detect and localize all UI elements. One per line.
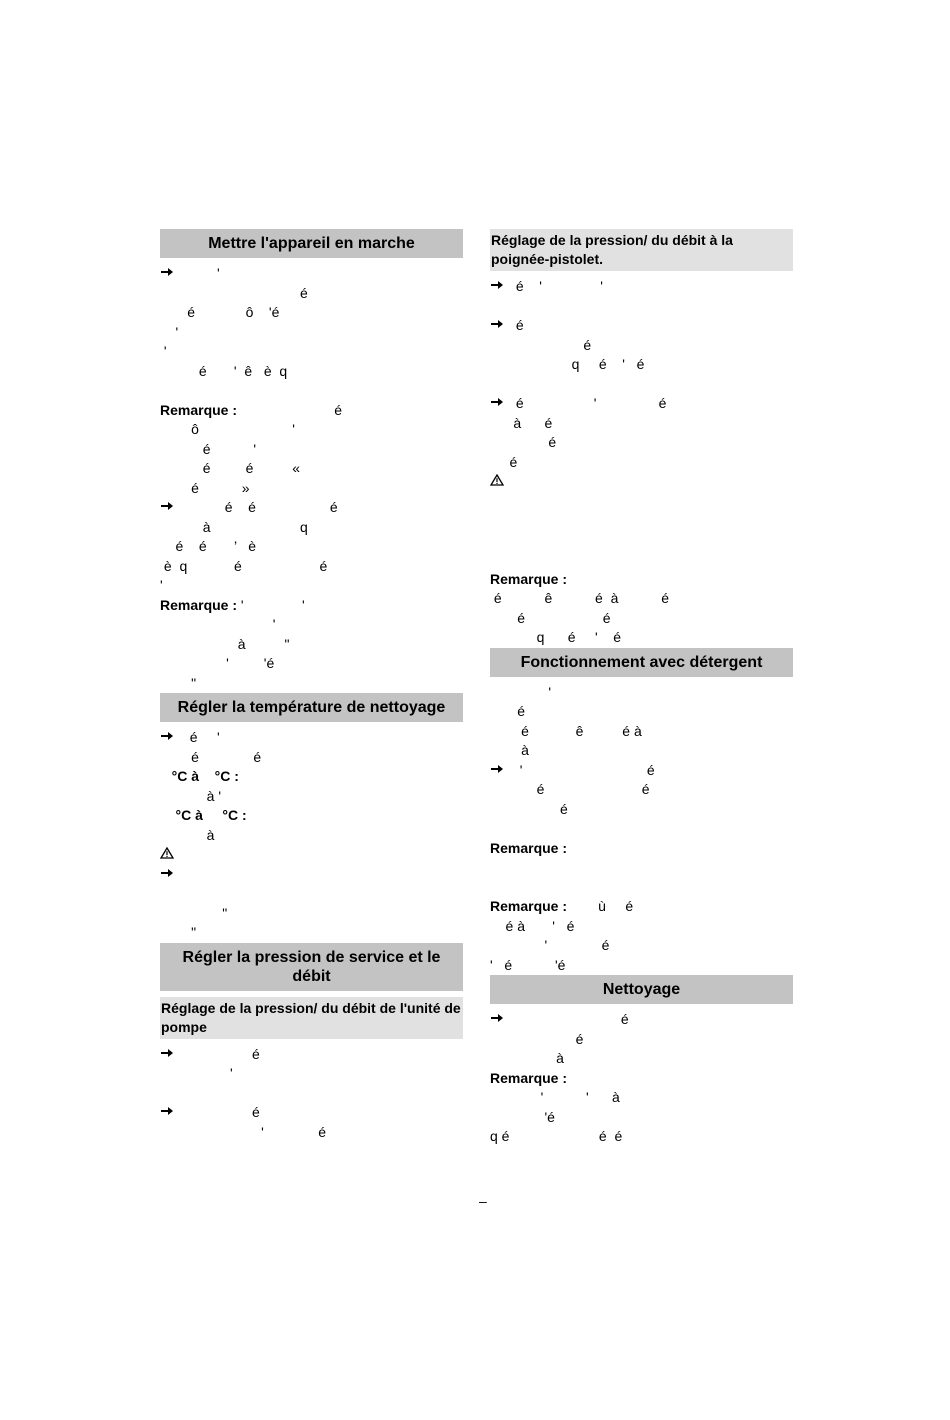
text-fragment: ": [245, 635, 290, 652]
text-line: [160, 635, 463, 655]
text-fragment: q é: [490, 1128, 510, 1144]
text-line: [490, 897, 793, 917]
text-fragment: ': [160, 343, 167, 359]
text-fragment: ù: [567, 898, 606, 914]
text-line: [490, 936, 793, 956]
text-fragment: é: [597, 629, 622, 645]
remark-label: Remarque :: [490, 839, 568, 856]
blank-line: [490, 819, 793, 839]
blank-line: [490, 492, 793, 512]
text-line: [160, 576, 463, 596]
text-fragment: é: [232, 499, 256, 515]
text-line: [490, 414, 793, 434]
section-heading: Fonctionnement avec détergent: [490, 648, 793, 677]
text-line: [160, 615, 463, 635]
text-line: [160, 303, 463, 323]
text-fragment: ': [541, 278, 603, 294]
text-fragment: à: [160, 635, 246, 652]
text-fragment: ': [606, 356, 625, 372]
text-line: [160, 904, 463, 924]
remark-label: Remarque :: [160, 596, 238, 613]
text-fragment: q: [490, 356, 580, 372]
text-fragment: ': [523, 395, 597, 411]
text-line: [160, 459, 463, 479]
blank-line: [490, 550, 793, 570]
text-fragment: é: [509, 1128, 607, 1144]
text-fragment: ': [197, 729, 220, 745]
arrow-right-icon: [160, 728, 182, 748]
text-fragment: é: [512, 317, 524, 333]
text-fragment: à: [160, 826, 215, 843]
text-fragment: ô: [160, 421, 199, 437]
text-line: [490, 628, 793, 648]
text-line: [490, 433, 793, 453]
remark-label: °C à: [160, 768, 200, 784]
remark-label: Remarque :: [490, 570, 568, 587]
arrow-right-icon: [160, 264, 182, 284]
blank-line: [490, 878, 793, 898]
text-fragment: 'é: [490, 1108, 555, 1125]
text-line: [490, 683, 793, 703]
text-fragment: ': [160, 616, 276, 632]
text-line: [490, 761, 793, 781]
text-line: [490, 316, 793, 336]
text-line: [490, 355, 793, 375]
text-line: [490, 839, 793, 859]
text-line: [160, 923, 463, 943]
text-fragment: ô: [195, 304, 254, 320]
remark-label: °C à: [160, 807, 203, 823]
text-line: [160, 479, 463, 499]
text-line: [490, 1010, 793, 1030]
text-line: [490, 570, 793, 590]
text-line: [160, 728, 463, 748]
text-fragment: à: [602, 590, 619, 606]
text-line: [160, 440, 463, 460]
remark-label: °C :: [202, 807, 247, 823]
text-line: [490, 780, 793, 800]
text-line: [160, 537, 463, 557]
blank-line: [160, 884, 463, 904]
text-line: [160, 1045, 463, 1065]
text-fragment: è: [236, 538, 257, 554]
text-line: [490, 1127, 793, 1147]
subsection-heading: Réglage de la pression/ du débit à la poignée-pistolet.: [490, 229, 793, 271]
text-fragment: é: [490, 800, 568, 817]
text-line: [490, 609, 793, 629]
text-line: [160, 264, 463, 284]
section-heading: Mettre l'appareil en marche: [160, 229, 463, 258]
text-fragment: é: [596, 395, 667, 411]
text-fragment: é: [512, 278, 524, 294]
text-fragment: é: [490, 722, 529, 739]
arrow-right-icon: [160, 1103, 182, 1123]
section-heading: Régler la pression de service et le débit: [160, 943, 463, 991]
text-fragment: ': [160, 577, 163, 593]
text-fragment: é: [624, 356, 645, 372]
text-fragment: é: [547, 937, 610, 953]
text-line: [490, 800, 793, 820]
text-fragment: ': [237, 596, 244, 613]
text-fragment: é: [490, 703, 526, 719]
text-line: [490, 741, 793, 761]
text-fragment: ': [490, 956, 493, 973]
right-column: [490, 229, 793, 1147]
text-fragment: é: [160, 362, 207, 379]
text-fragment: à: [490, 414, 522, 431]
text-fragment: ’: [206, 538, 237, 554]
text-fragment: é: [198, 748, 262, 765]
text-line: [160, 1064, 463, 1084]
text-line: [490, 336, 793, 356]
text-fragment: é: [605, 898, 634, 914]
text-fragment: é: [160, 440, 211, 457]
text-fragment: 'é: [228, 655, 275, 671]
text-line: [160, 787, 463, 807]
text-fragment: é: [160, 479, 199, 496]
text-fragment: é: [490, 336, 592, 353]
text-fragment: q: [210, 518, 308, 535]
section-heading: Régler la température de nettoyage: [160, 693, 463, 722]
text-line: [490, 1108, 793, 1128]
text-fragment: ': [210, 440, 257, 457]
text-fragment: é: [490, 590, 502, 606]
text-fragment: é: [554, 917, 575, 934]
text-line: [160, 767, 463, 787]
arrow-right-icon: [490, 277, 512, 297]
arrow-right-icon: [160, 1045, 182, 1065]
text-fragment: é à: [490, 917, 526, 934]
text-fragment: ê: [501, 590, 553, 606]
warning-icon: [490, 472, 512, 492]
text-line: [490, 702, 793, 722]
arrow-right-icon: [490, 394, 512, 414]
text-fragment: q: [490, 629, 545, 645]
text-fragment: à ': [160, 787, 222, 804]
text-fragment: é: [160, 284, 308, 301]
text-line: [490, 394, 793, 414]
remark-label: Remarque :: [490, 1069, 568, 1086]
text-fragment: ': [160, 1123, 264, 1140]
text-fragment: é: [618, 590, 669, 606]
text-fragment: é: [522, 761, 655, 778]
text-line: [160, 518, 463, 538]
text-fragment: é: [512, 395, 524, 411]
text-line: [160, 557, 463, 577]
text-fragment: ê: [528, 722, 584, 739]
text-fragment: ': [490, 937, 548, 953]
text-fragment: é: [490, 453, 518, 470]
blank-line: [490, 531, 793, 551]
text-fragment: é: [237, 401, 343, 418]
left-column: [160, 229, 463, 1142]
text-fragment: ': [490, 683, 552, 700]
blank-line: [490, 858, 793, 878]
text-fragment: é: [182, 1104, 260, 1120]
text-line: [490, 277, 793, 297]
blank-line: [490, 297, 793, 317]
text-line: [490, 1030, 793, 1050]
text-line: [160, 420, 463, 440]
text-fragment: é: [544, 629, 576, 645]
text-fragment: é: [182, 729, 198, 745]
remark-label: Remarque :: [160, 401, 238, 418]
text-fragment: »: [198, 479, 250, 496]
text-line: [160, 342, 463, 362]
text-fragment: é: [525, 609, 611, 626]
text-fragment: é: [521, 414, 553, 431]
text-fragment: è: [160, 557, 172, 574]
text-fragment: ": [160, 904, 228, 921]
text-fragment: é: [182, 1045, 260, 1062]
text-line: [490, 1088, 793, 1108]
text-fragment: à: [490, 742, 529, 758]
text-fragment: é: [552, 590, 603, 606]
text-fragment: à: [588, 1089, 620, 1105]
text-line: [160, 654, 463, 674]
text-fragment: 'é: [253, 304, 280, 320]
text-fragment: é: [579, 356, 607, 372]
text-fragment: ': [543, 1089, 589, 1105]
remark-label: Remarque :: [490, 898, 568, 914]
text-fragment: é: [544, 781, 650, 797]
blank-line: [160, 381, 463, 401]
text-line: [160, 323, 463, 343]
blank-line: [490, 375, 793, 395]
text-fragment: ": [160, 674, 197, 691]
text-fragment: ': [525, 917, 555, 934]
arrow-right-icon: [160, 498, 182, 518]
text-fragment: à: [160, 518, 211, 535]
text-fragment: ': [490, 1089, 544, 1105]
text-line: [160, 826, 463, 846]
text-line: [160, 845, 463, 865]
text-fragment: ': [575, 629, 598, 645]
text-fragment: q: [171, 557, 188, 574]
text-fragment: é à: [583, 722, 642, 739]
arrow-right-icon: [490, 316, 512, 336]
text-line: [160, 865, 463, 885]
page-number: –: [479, 1193, 487, 1209]
text-fragment: ': [160, 655, 229, 671]
text-fragment: 'é: [512, 956, 566, 973]
text-fragment: à: [490, 1050, 564, 1066]
text-line: [160, 498, 463, 518]
text-line: [490, 956, 793, 976]
warning-icon: [160, 845, 182, 865]
text-line: [160, 362, 463, 382]
arrow-right-icon: [160, 865, 182, 885]
section-heading: Nettoyage: [490, 975, 793, 1004]
text-fragment: é: [160, 304, 196, 320]
text-fragment: é: [182, 499, 233, 515]
text-fragment: q: [271, 362, 288, 379]
text-line: [160, 284, 463, 304]
text-line: [490, 917, 793, 937]
text-fragment: é: [490, 609, 526, 626]
text-fragment: ': [160, 1065, 233, 1081]
text-fragment: ': [182, 265, 220, 281]
text-fragment: é: [210, 460, 254, 476]
text-line: [490, 453, 793, 473]
text-fragment: ': [523, 278, 542, 294]
text-line: [490, 1049, 793, 1069]
text-line: [490, 1069, 793, 1089]
text-fragment: ': [206, 362, 237, 379]
text-fragment: é: [160, 460, 211, 476]
text-fragment: é: [241, 557, 328, 574]
arrow-right-icon: [490, 761, 512, 781]
text-line: [160, 806, 463, 826]
text-fragment: ': [198, 421, 295, 437]
text-fragment: «: [253, 460, 301, 476]
blank-line: [160, 1084, 463, 1104]
text-fragment: é: [183, 538, 207, 554]
text-fragment: é: [255, 499, 338, 515]
text-fragment: é: [492, 956, 513, 973]
text-line: [490, 722, 793, 742]
subsection-heading: Réglage de la pression/ du débit de l'unité de pompe: [160, 997, 463, 1039]
text-fragment: é: [512, 1011, 629, 1027]
text-fragment: é: [606, 1128, 623, 1144]
text-fragment: é: [490, 781, 545, 797]
text-fragment: ': [512, 761, 523, 778]
text-line: [160, 1123, 463, 1143]
text-line: [160, 596, 463, 616]
text-fragment: ': [160, 323, 179, 340]
text-fragment: é: [187, 557, 242, 574]
text-line: [160, 1103, 463, 1123]
text-fragment: ': [243, 596, 305, 613]
blank-line: [490, 511, 793, 531]
text-line: [160, 401, 463, 421]
arrow-right-icon: [490, 1010, 512, 1030]
text-fragment: ": [160, 924, 197, 940]
text-fragment: ê: [236, 362, 253, 379]
text-fragment: é: [263, 1123, 327, 1140]
remark-label: °C :: [199, 768, 239, 784]
text-fragment: é: [490, 1030, 584, 1047]
text-fragment: é: [160, 748, 199, 765]
text-fragment: è: [252, 362, 272, 379]
text-fragment: é: [160, 538, 184, 554]
text-fragment: é: [490, 434, 557, 450]
text-line: [490, 589, 793, 609]
text-line: [490, 472, 793, 492]
text-line: [160, 674, 463, 694]
text-line: [160, 748, 463, 768]
